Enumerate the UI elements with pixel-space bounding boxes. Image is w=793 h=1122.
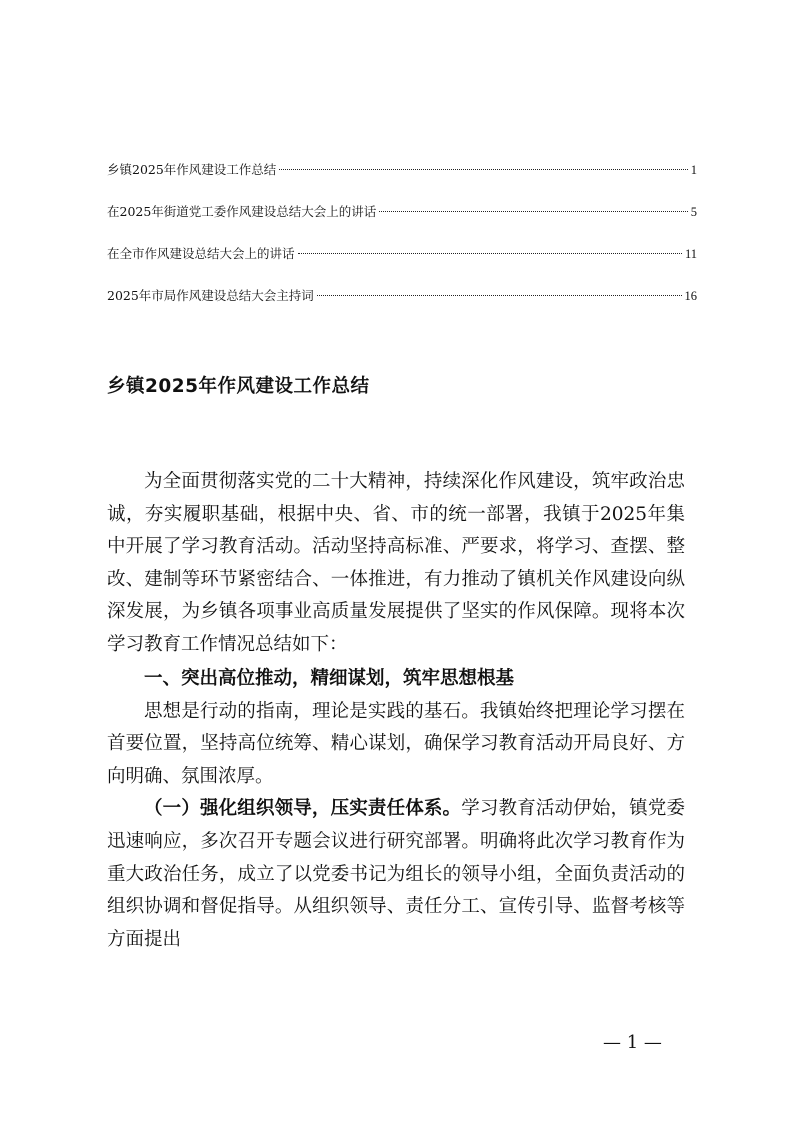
toc-entry[interactable] [107,244,697,286]
toc-leader-dots [379,211,687,212]
toc-entry-title: 乡镇2025年作风建设工作总结 [107,162,277,177]
document-body [107,466,685,956]
intro-paragraph: 为全面贯彻落实党的二十大精神，持续深化作风建设，筑牢政治忠诚，夯实履职基础，根据中央、省、市的统一部署，我镇于2025年集中开展了学习教育活动。活动坚持高标准、严要求，将学习、查摆、整改、建制等环节紧密结合、一体推进，有力推动了镇机关作风建设向纵深发展，为乡镇各项事业高质量发展提供了坚实的作风保障。现将本次学习教育工作情况总结如下： [107,471,685,655]
toc-entry-page: 1 [690,163,697,177]
toc-leader-dots [317,295,682,296]
toc-entry-page: 16 [684,289,697,303]
section-heading: 一、突出高位推动，精细谋划，筑牢思想根基 [144,667,515,689]
subsection-text: 学习教育活动伊始，镇党委迅速响应，多次召开专题会议进行研究部署。明确将此次学习教育作为重大政治任务，成立了以党委书记为组长的领导小组，全面负责活动的组织协调和督促指导。从组织领导、责任分工、宣传引导、监督考核等方面提出 [107,798,685,950]
document-title: 乡镇2025年作风建设工作总结 [107,376,370,397]
toc-leader-dots [279,169,687,170]
subsection-paragraph [107,793,685,956]
toc-leader-dots [298,253,682,254]
toc-entry[interactable] [107,286,697,328]
toc-entry-page: 5 [690,205,697,219]
section-paragraph: 思想是行动的指南，理论是实践的基石。我镇始终把理论学习摆在首要位置，坚持高位统筹、精心谋划，确保学习教育活动开局良好、方向明确、氛围浓厚。 [107,700,685,787]
toc-entry-title: 2025年市局作风建设总结大会主持词 [107,288,314,303]
toc-entry-page: 11 [684,247,697,261]
toc-entry[interactable] [107,202,697,244]
page-number: — 1 — [603,1032,662,1053]
toc-entry[interactable] [107,160,697,202]
subsection-heading: （一）强化组织领导，压实责任体系。 [144,798,462,820]
toc-entry-title: 在全市作风建设总结大会上的讲话 [107,246,295,261]
toc-entry-title: 在2025年街道党工委作风建设总结大会上的讲话 [107,204,377,219]
table-of-contents [107,160,697,328]
